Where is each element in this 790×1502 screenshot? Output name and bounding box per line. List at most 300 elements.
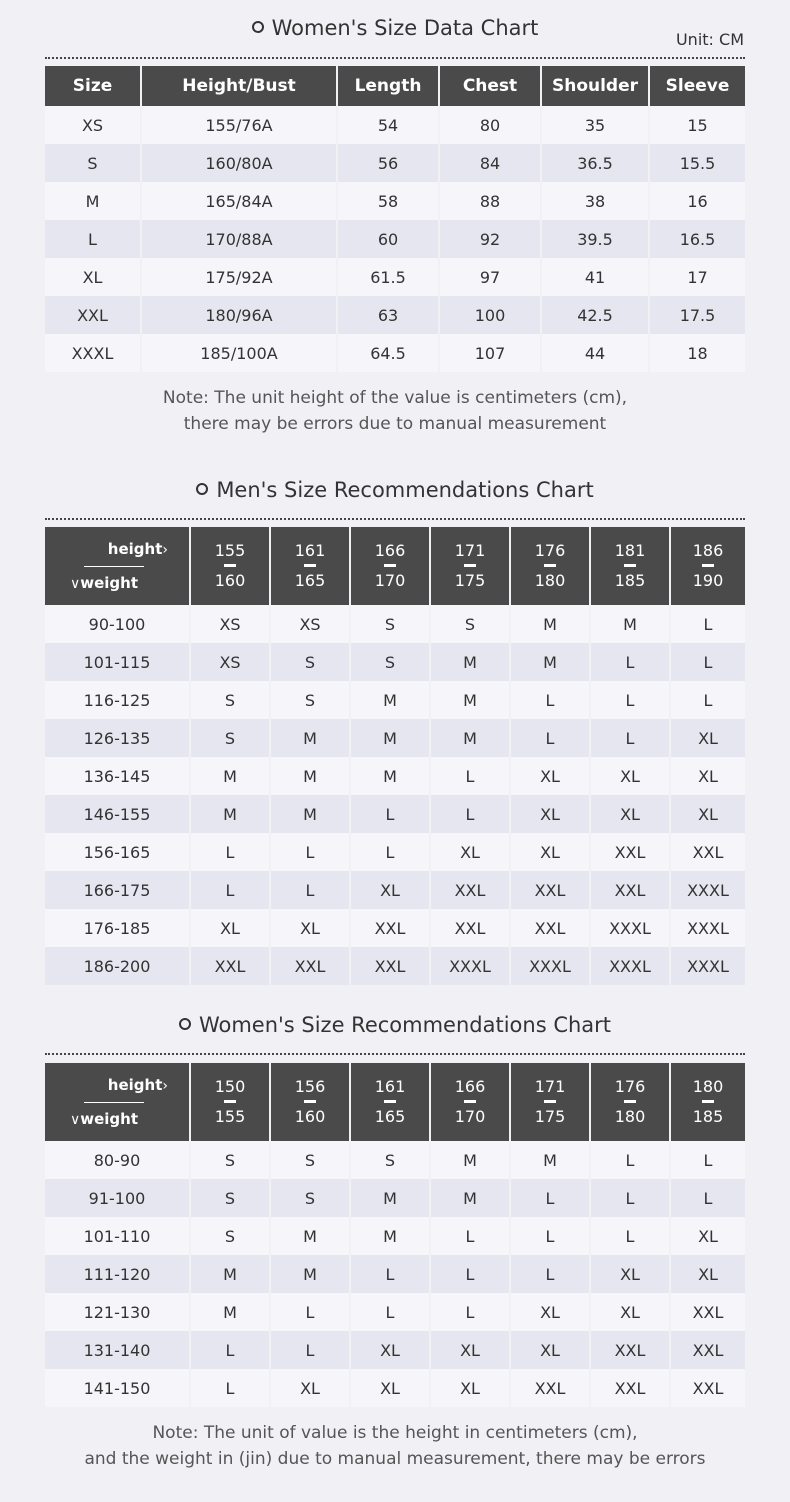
table-cell: 56: [337, 144, 439, 182]
size-cell: M: [430, 643, 510, 681]
size-cell: XL: [590, 795, 670, 833]
corner-height-label: [108, 540, 168, 558]
size-cell: M: [270, 719, 350, 757]
range-dash: [702, 564, 714, 567]
table-cell: 165/84A: [141, 182, 337, 220]
size-cell: XS: [190, 605, 270, 643]
size-cell: XL: [270, 909, 350, 947]
chevron-down-icon: ∨: [70, 576, 81, 592]
table-cell: 180/96A: [141, 296, 337, 334]
size-cell: XXL: [350, 947, 430, 985]
table-cell: 15.5: [649, 144, 745, 182]
corner-weight-label: [70, 1110, 138, 1128]
range-dash: [464, 1100, 476, 1103]
column-header: Height/Bust: [141, 66, 337, 106]
dotted-divider: [45, 518, 745, 520]
note-line-1: Note: The unit height of the value is centimeters (cm),: [162, 388, 628, 408]
size-cell: XL: [430, 833, 510, 871]
table-cell: XS: [45, 106, 141, 144]
table-cell: 185/100A: [141, 334, 337, 372]
size-cell: L: [590, 1141, 670, 1179]
height-range-header: [430, 1063, 510, 1141]
unit-label: Unit: CM: [675, 30, 744, 49]
weight-range-cell: 121-130: [45, 1293, 190, 1331]
range-dash: [624, 1100, 636, 1103]
size-cell: M: [350, 1179, 430, 1217]
size-cell: XL: [350, 1369, 430, 1407]
height-range-header: [590, 1063, 670, 1141]
women-data-title: [0, 16, 790, 40]
range-dash: [304, 1100, 316, 1103]
note-line-2: and the weight in (jin) due to manual measurement, there may be errors: [84, 1449, 706, 1469]
table-row: [45, 681, 745, 719]
column-header: Chest: [439, 66, 541, 106]
height-range-header: [350, 1063, 430, 1141]
size-cell: XXL: [430, 909, 510, 947]
size-cell: M: [190, 1293, 270, 1331]
range-dash: [384, 1100, 396, 1103]
table-cell: 100: [439, 296, 541, 334]
size-cell: XL: [510, 795, 590, 833]
range-end: 190: [692, 571, 724, 590]
size-cell: XL: [670, 719, 745, 757]
table-row: [45, 220, 745, 258]
corner-divider: [84, 566, 144, 567]
size-cell: XXL: [510, 1369, 590, 1407]
table-cell: 42.5: [541, 296, 649, 334]
size-cell: L: [510, 719, 590, 757]
height-range-header: [190, 527, 270, 605]
table-cell: 16.5: [649, 220, 745, 258]
column-header: Sleeve: [649, 66, 745, 106]
corner-label: [62, 536, 172, 596]
size-cell: XL: [590, 1293, 670, 1331]
size-cell: L: [270, 1331, 350, 1369]
table-row: [45, 605, 745, 643]
table-cell: 16: [649, 182, 745, 220]
size-cell: XXXL: [590, 947, 670, 985]
size-cell: M: [430, 681, 510, 719]
size-cell: S: [190, 1217, 270, 1255]
height-range-header: [270, 527, 350, 605]
size-cell: M: [590, 605, 670, 643]
size-cell: M: [510, 605, 590, 643]
range-end: 170: [374, 571, 406, 590]
range-start: 171: [454, 541, 486, 560]
height-weight-corner-header: [45, 1063, 190, 1141]
table-cell: 41: [541, 258, 649, 296]
size-cell: L: [350, 1255, 430, 1293]
size-cell: L: [510, 681, 590, 719]
size-cell: L: [430, 1217, 510, 1255]
table-cell: 36.5: [541, 144, 649, 182]
size-cell: XXL: [350, 909, 430, 947]
height-weight-corner-header: [45, 527, 190, 605]
size-cell: L: [430, 757, 510, 795]
size-cell: M: [270, 795, 350, 833]
table-row: [45, 296, 745, 334]
size-cell: L: [190, 833, 270, 871]
range-end: 155: [214, 1107, 246, 1126]
chevron-right-icon: ›: [162, 542, 168, 558]
table-header-row: [45, 527, 745, 605]
size-cell: XL: [510, 833, 590, 871]
size-cell: L: [510, 1255, 590, 1293]
size-cell: L: [590, 1179, 670, 1217]
height-range-header: [670, 1063, 745, 1141]
table-cell: 15: [649, 106, 745, 144]
table-header-row: [45, 66, 745, 106]
table-row: [45, 334, 745, 372]
range-start: 186: [692, 541, 724, 560]
range-end: 175: [534, 1107, 566, 1126]
table-cell: L: [45, 220, 141, 258]
table-row: [45, 757, 745, 795]
size-cell: L: [430, 795, 510, 833]
size-cell: XL: [590, 1255, 670, 1293]
note-line-1: Note: The unit of value is the height in centimeters (cm),: [152, 1423, 638, 1443]
table-row: [45, 106, 745, 144]
table-cell: XXL: [45, 296, 141, 334]
size-cell: M: [430, 1141, 510, 1179]
size-cell: XL: [590, 757, 670, 795]
note-line-2: there may be errors due to manual measurement: [183, 414, 607, 434]
range-end: 160: [294, 1107, 326, 1126]
table-cell: 64.5: [337, 334, 439, 372]
height-range-header: [350, 527, 430, 605]
weight-range-cell: 90-100: [45, 605, 190, 643]
range-end: 185: [692, 1107, 724, 1126]
weight-range-cell: 156-165: [45, 833, 190, 871]
size-cell: XXL: [430, 871, 510, 909]
corner-height-label: [108, 1076, 168, 1094]
range-end: 165: [294, 571, 326, 590]
men-size-recommendation-table: [45, 527, 745, 985]
size-cell: M: [350, 757, 430, 795]
size-cell: S: [270, 643, 350, 681]
size-cell: XXL: [590, 871, 670, 909]
size-cell: XXL: [670, 1293, 745, 1331]
size-cell: M: [190, 795, 270, 833]
size-cell: XXL: [670, 1369, 745, 1407]
weight-range-cell: 146-155: [45, 795, 190, 833]
size-cell: M: [350, 719, 430, 757]
table-cell: 84: [439, 144, 541, 182]
size-cell: S: [350, 643, 430, 681]
corner-label: [62, 1072, 172, 1132]
size-cell: XXXL: [430, 947, 510, 985]
weight-range-cell: 116-125: [45, 681, 190, 719]
size-cell: M: [430, 1179, 510, 1217]
size-cell: L: [190, 871, 270, 909]
table-cell: 170/88A: [141, 220, 337, 258]
table-cell: 54: [337, 106, 439, 144]
chevron-down-icon: ∨: [70, 1112, 81, 1128]
women-data-note: [0, 385, 790, 437]
size-cell: S: [430, 605, 510, 643]
size-cell: S: [270, 681, 350, 719]
table-row: [45, 1141, 745, 1179]
range-start: 176: [614, 1077, 646, 1096]
size-cell: XXL: [270, 947, 350, 985]
corner-weight-label: [70, 574, 138, 592]
size-cell: M: [510, 643, 590, 681]
range-dash: [464, 564, 476, 567]
range-start: 171: [534, 1077, 566, 1096]
size-cell: S: [190, 1179, 270, 1217]
size-cell: XL: [510, 1293, 590, 1331]
table-cell: 17: [649, 258, 745, 296]
size-cell: XL: [510, 1331, 590, 1369]
size-cell: L: [510, 1179, 590, 1217]
height-range-header: [590, 527, 670, 605]
range-dash: [544, 1100, 556, 1103]
size-cell: L: [190, 1331, 270, 1369]
men-rec-title: [0, 478, 790, 502]
size-cell: S: [350, 605, 430, 643]
table-row: [45, 871, 745, 909]
size-cell: XL: [670, 795, 745, 833]
size-cell: XXL: [590, 1369, 670, 1407]
size-cell: L: [670, 643, 745, 681]
weight-range-cell: 101-110: [45, 1217, 190, 1255]
height-range-header: [510, 1063, 590, 1141]
size-cell: L: [350, 833, 430, 871]
circle-bullet-icon: [196, 483, 208, 495]
range-start: 166: [454, 1077, 486, 1096]
height-range-header: [510, 527, 590, 605]
weight-range-cell: 91-100: [45, 1179, 190, 1217]
size-cell: XXL: [670, 1331, 745, 1369]
size-cell: XL: [670, 1217, 745, 1255]
table-cell: M: [45, 182, 141, 220]
height-range-header: [670, 527, 745, 605]
table-cell: 39.5: [541, 220, 649, 258]
table-cell: 17.5: [649, 296, 745, 334]
size-cell: L: [590, 1217, 670, 1255]
size-cell: M: [430, 719, 510, 757]
circle-bullet-icon: [252, 21, 264, 33]
range-start: 166: [374, 541, 406, 560]
corner-divider: [84, 1102, 144, 1103]
range-start: 155: [214, 541, 246, 560]
table-cell: 175/92A: [141, 258, 337, 296]
range-dash: [544, 564, 556, 567]
size-cell: L: [670, 681, 745, 719]
range-dash: [624, 564, 636, 567]
table-cell: 107: [439, 334, 541, 372]
size-cell: XXXL: [670, 909, 745, 947]
range-start: 156: [294, 1077, 326, 1096]
size-cell: L: [590, 643, 670, 681]
table-row: [45, 182, 745, 220]
size-cell: S: [270, 1141, 350, 1179]
size-cell: L: [590, 719, 670, 757]
table-cell: 38: [541, 182, 649, 220]
dotted-divider: [45, 57, 745, 59]
table-header-row: [45, 1063, 745, 1141]
size-cell: XL: [510, 757, 590, 795]
range-start: 180: [692, 1077, 724, 1096]
height-label: height: [107, 540, 163, 558]
size-cell: M: [350, 1217, 430, 1255]
weight-range-cell: 126-135: [45, 719, 190, 757]
height-range-header: [270, 1063, 350, 1141]
range-end: 180: [614, 1107, 646, 1126]
column-header: Shoulder: [541, 66, 649, 106]
size-cell: S: [190, 719, 270, 757]
table-cell: 18: [649, 334, 745, 372]
size-cell: XS: [190, 643, 270, 681]
table-cell: 61.5: [337, 258, 439, 296]
size-cell: L: [590, 681, 670, 719]
size-cell: M: [270, 1255, 350, 1293]
range-dash: [702, 1100, 714, 1103]
table-row: [45, 719, 745, 757]
size-cell: M: [350, 681, 430, 719]
size-cell: L: [190, 1369, 270, 1407]
dotted-divider: [45, 1053, 745, 1055]
size-cell: L: [670, 1141, 745, 1179]
size-cell: XL: [190, 909, 270, 947]
table-row: [45, 1217, 745, 1255]
size-cell: XL: [350, 871, 430, 909]
size-cell: S: [190, 681, 270, 719]
size-cell: XXL: [510, 871, 590, 909]
size-cell: XL: [350, 1331, 430, 1369]
size-cell: L: [270, 1293, 350, 1331]
women-size-data-table: [45, 66, 745, 372]
size-cell: S: [190, 1141, 270, 1179]
table-row: [45, 258, 745, 296]
table-row: [45, 833, 745, 871]
weight-label: weight: [80, 1110, 139, 1128]
range-dash: [224, 564, 236, 567]
size-cell: M: [510, 1141, 590, 1179]
range-dash: [384, 564, 396, 567]
men-rec-title-text: Men's Size Recommendations Chart: [216, 478, 594, 502]
size-cell: M: [270, 757, 350, 795]
range-end: 165: [374, 1107, 406, 1126]
table-cell: 44: [541, 334, 649, 372]
range-dash: [304, 564, 316, 567]
table-row: [45, 947, 745, 985]
table-cell: 80: [439, 106, 541, 144]
size-cell: XXL: [670, 833, 745, 871]
size-cell: XXL: [510, 909, 590, 947]
size-cell: L: [270, 871, 350, 909]
size-cell: M: [190, 757, 270, 795]
size-cell: XXXL: [670, 871, 745, 909]
range-end: 180: [534, 571, 566, 590]
size-cell: L: [350, 1293, 430, 1331]
women-rec-note: [0, 1420, 790, 1472]
size-cell: L: [670, 605, 745, 643]
table-row: [45, 144, 745, 182]
table-row: [45, 795, 745, 833]
size-cell: XL: [670, 757, 745, 795]
table-cell: S: [45, 144, 141, 182]
size-cell: M: [190, 1255, 270, 1293]
women-rec-title-text: Women's Size Recommendations Chart: [198, 1013, 612, 1037]
range-end: 160: [214, 571, 246, 590]
size-cell: L: [270, 833, 350, 871]
weight-range-cell: 111-120: [45, 1255, 190, 1293]
weight-range-cell: 186-200: [45, 947, 190, 985]
table-row: [45, 1255, 745, 1293]
size-cell: S: [270, 1179, 350, 1217]
column-header: Length: [337, 66, 439, 106]
weight-range-cell: 166-175: [45, 871, 190, 909]
table-row: [45, 909, 745, 947]
table-cell: XXXL: [45, 334, 141, 372]
table-row: [45, 1179, 745, 1217]
range-dash: [224, 1100, 236, 1103]
weight-label: weight: [80, 574, 139, 592]
size-cell: L: [430, 1293, 510, 1331]
table-cell: XL: [45, 258, 141, 296]
column-header: Size: [45, 66, 141, 106]
range-start: 161: [294, 541, 326, 560]
table-cell: 155/76A: [141, 106, 337, 144]
size-cell: XL: [430, 1369, 510, 1407]
weight-range-cell: 136-145: [45, 757, 190, 795]
weight-range-cell: 141-150: [45, 1369, 190, 1407]
circle-bullet-icon: [179, 1018, 191, 1030]
table-cell: 92: [439, 220, 541, 258]
weight-range-cell: 80-90: [45, 1141, 190, 1179]
size-cell: XXL: [590, 833, 670, 871]
table-row: [45, 1293, 745, 1331]
women-data-title-text: Women's Size Data Chart: [271, 16, 539, 40]
weight-range-cell: 131-140: [45, 1331, 190, 1369]
women-rec-title: [0, 1013, 790, 1037]
table-cell: 60: [337, 220, 439, 258]
range-end: 185: [614, 571, 646, 590]
table-cell: 58: [337, 182, 439, 220]
size-cell: XXXL: [670, 947, 745, 985]
size-cell: XL: [270, 1369, 350, 1407]
range-start: 150: [214, 1077, 246, 1096]
size-cell: S: [350, 1141, 430, 1179]
table-cell: 97: [439, 258, 541, 296]
table-row: [45, 1331, 745, 1369]
weight-range-cell: 176-185: [45, 909, 190, 947]
size-cell: L: [350, 795, 430, 833]
table-cell: 35: [541, 106, 649, 144]
size-cell: L: [670, 1179, 745, 1217]
chevron-right-icon: ›: [162, 1078, 168, 1094]
size-cell: L: [510, 1217, 590, 1255]
height-range-header: [430, 527, 510, 605]
size-cell: XS: [270, 605, 350, 643]
table-cell: 160/80A: [141, 144, 337, 182]
range-start: 181: [614, 541, 646, 560]
size-cell: XXXL: [510, 947, 590, 985]
size-cell: XL: [430, 1331, 510, 1369]
size-cell: XXL: [590, 1331, 670, 1369]
size-cell: L: [430, 1255, 510, 1293]
table-row: [45, 1369, 745, 1407]
table-cell: 88: [439, 182, 541, 220]
range-start: 176: [534, 541, 566, 560]
height-range-header: [190, 1063, 270, 1141]
height-label: height: [107, 1076, 163, 1094]
size-cell: XL: [670, 1255, 745, 1293]
table-row: [45, 643, 745, 681]
range-start: 161: [374, 1077, 406, 1096]
range-end: 170: [454, 1107, 486, 1126]
